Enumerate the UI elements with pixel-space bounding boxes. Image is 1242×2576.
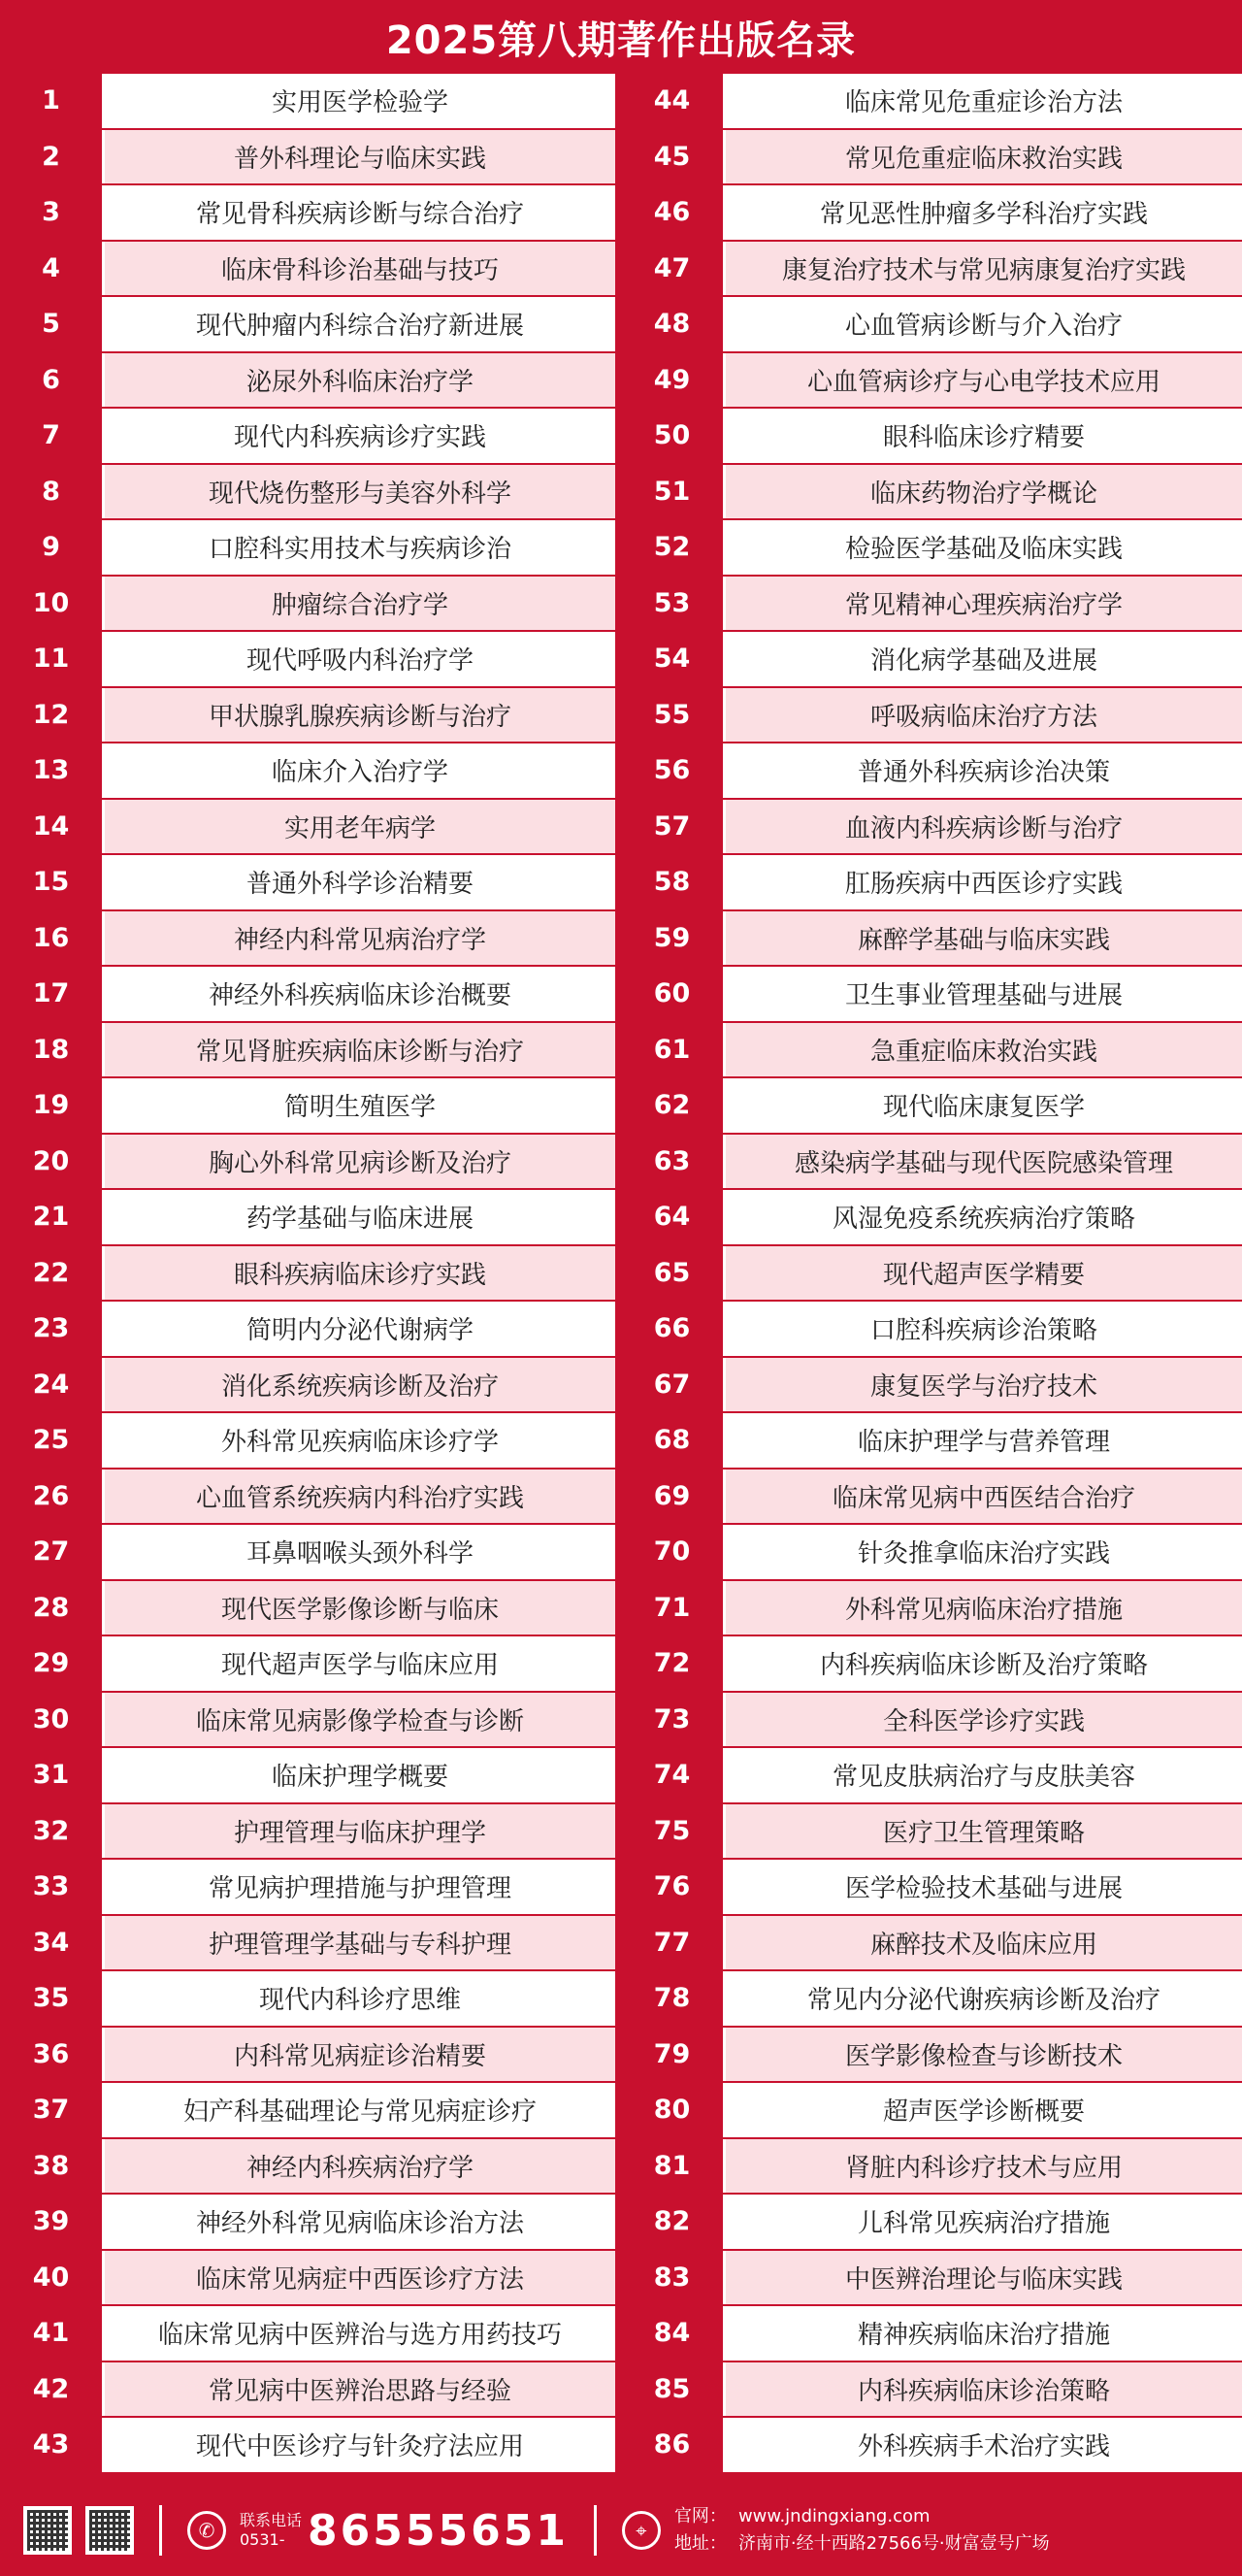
list-item (0, 297, 621, 351)
address-block (674, 2503, 1050, 2558)
list-item (621, 967, 1242, 1021)
item-number: 55 (621, 688, 726, 743)
list-item (0, 2251, 621, 2305)
item-number: 49 (621, 353, 726, 408)
list-item (621, 1636, 1242, 1691)
phone-block (187, 2506, 569, 2556)
list-item (0, 520, 621, 575)
list-item (621, 74, 1242, 128)
item-number: 47 (621, 242, 726, 296)
book-title: 护理管理与临床护理学 (105, 1804, 615, 1859)
book-title: 眼科疾病临床诊疗实践 (105, 1246, 615, 1301)
book-title: 现代超声医学与临床应用 (105, 1636, 615, 1691)
item-number: 78 (621, 1971, 726, 2026)
item-number: 79 (621, 2028, 726, 2082)
item-number: 76 (621, 1860, 726, 1914)
list-item (0, 1135, 621, 1189)
list-item (0, 632, 621, 686)
list-item (0, 2139, 621, 2194)
item-number: 43 (0, 2418, 105, 2472)
book-title: 医学影像检查与诊断技术 (726, 2028, 1242, 2082)
item-number: 83 (621, 2251, 726, 2305)
item-number: 6 (0, 353, 105, 408)
item-number: 29 (0, 1636, 105, 1691)
list-item (0, 1916, 621, 1970)
list-item (0, 2195, 621, 2249)
contact-labels (240, 2511, 302, 2550)
book-title: 消化系统疾病诊断及治疗 (105, 1358, 615, 1412)
item-number: 36 (0, 2028, 105, 2082)
item-number: 60 (621, 967, 726, 1021)
qr-code-icon (85, 2506, 134, 2555)
list-item (621, 465, 1242, 519)
item-number: 69 (621, 1470, 726, 1524)
item-number: 67 (621, 1358, 726, 1412)
list-item (0, 465, 621, 519)
item-number: 10 (0, 577, 105, 631)
list-item (0, 1470, 621, 1524)
book-title: 现代肿瘤内科综合治疗新进展 (105, 297, 615, 351)
item-number: 42 (0, 2362, 105, 2417)
list-item (621, 632, 1242, 686)
list-item (621, 409, 1242, 463)
item-number: 13 (0, 743, 105, 798)
item-number: 7 (0, 409, 105, 463)
item-number: 72 (621, 1636, 726, 1691)
book-title: 耳鼻咽喉头颈外科学 (105, 1525, 615, 1579)
divider (159, 2505, 162, 2556)
list-item (621, 1078, 1242, 1133)
book-title: 普通外科学诊治精要 (105, 855, 615, 909)
list-item (0, 1358, 621, 1412)
item-number: 39 (0, 2195, 105, 2249)
item-number: 3 (0, 185, 105, 240)
book-title: 常见骨科疾病诊断与综合治疗 (105, 185, 615, 240)
list-item (621, 911, 1242, 966)
list-item (621, 855, 1242, 909)
book-title: 感染病学基础与现代医院感染管理 (726, 1135, 1242, 1189)
item-number: 82 (621, 2195, 726, 2249)
list-item (0, 855, 621, 909)
book-title: 心血管病诊疗与心电学技术应用 (726, 353, 1242, 408)
list-item (621, 2195, 1242, 2249)
list-item (0, 1302, 621, 1356)
item-number: 48 (621, 297, 726, 351)
list-item (0, 1023, 621, 1077)
area-code: 0531- (240, 2530, 285, 2549)
book-title: 现代呼吸内科治疗学 (105, 632, 615, 686)
list-item (0, 1804, 621, 1859)
list-item (621, 297, 1242, 351)
list-item (621, 185, 1242, 240)
item-number: 64 (621, 1190, 726, 1244)
list-item (0, 911, 621, 966)
item-number: 46 (621, 185, 726, 240)
item-number: 27 (0, 1525, 105, 1579)
book-title: 普外科理论与临床实践 (105, 130, 615, 184)
book-title: 内科常见病症诊治精要 (105, 2028, 615, 2082)
item-number: 28 (0, 1581, 105, 1635)
list-item (621, 2418, 1242, 2472)
website-label: 官网： (673, 2506, 727, 2526)
list-item (0, 1636, 621, 1691)
list-item (0, 1693, 621, 1747)
catalog-grid (0, 74, 1242, 2474)
phone-label: 联系电话 (240, 2511, 303, 2529)
book-title: 现代医学影像诊断与临床 (105, 1581, 615, 1635)
item-number: 14 (0, 800, 105, 854)
list-item (0, 800, 621, 854)
book-title: 现代内科诊疗思维 (105, 1971, 615, 2026)
right-column (621, 74, 1242, 2474)
item-number: 50 (621, 409, 726, 463)
list-item (0, 688, 621, 743)
page-title: 2025第八期著作出版名录 (385, 17, 857, 63)
book-title: 现代临床康复医学 (726, 1078, 1242, 1133)
book-title: 现代中医诊疗与针灸疗法应用 (105, 2418, 615, 2472)
list-item (621, 688, 1242, 743)
item-number: 58 (621, 855, 726, 909)
item-number: 8 (0, 465, 105, 519)
list-item (0, 1246, 621, 1301)
list-item (0, 2418, 621, 2472)
item-number: 80 (621, 2083, 726, 2137)
book-title: 普通外科疾病诊治决策 (726, 743, 1242, 798)
list-item (621, 1246, 1242, 1301)
item-number: 51 (621, 465, 726, 519)
item-number: 56 (621, 743, 726, 798)
item-number: 30 (0, 1693, 105, 1747)
book-title: 妇产科基础理论与常见病症诊疗 (105, 2083, 615, 2137)
book-title: 风湿免疫系统疾病治疗策略 (726, 1190, 1242, 1244)
book-title: 泌尿外科临床治疗学 (105, 353, 615, 408)
book-title: 肿瘤综合治疗学 (105, 577, 615, 631)
book-title: 外科常见病临床治疗措施 (726, 1581, 1242, 1635)
list-item (621, 2139, 1242, 2194)
book-title: 实用医学检验学 (105, 74, 615, 128)
qr-code-icon (23, 2506, 72, 2555)
item-number: 9 (0, 520, 105, 575)
item-number: 68 (621, 1413, 726, 1468)
list-item (0, 2306, 621, 2361)
list-item (621, 2251, 1242, 2305)
book-title: 外科疾病手术治疗实践 (726, 2418, 1242, 2472)
item-number: 57 (621, 800, 726, 854)
item-number: 52 (621, 520, 726, 575)
book-title: 眼科临床诊疗精要 (726, 409, 1242, 463)
book-title: 常见皮肤病治疗与皮肤美容 (726, 1748, 1242, 1802)
item-number: 65 (621, 1246, 726, 1301)
list-item (621, 1190, 1242, 1244)
list-item (0, 1413, 621, 1468)
item-number: 19 (0, 1078, 105, 1133)
address-label: 地址： (673, 2533, 727, 2554)
book-title: 急重症临床救治实践 (726, 1023, 1242, 1077)
item-number: 5 (0, 297, 105, 351)
list-item (621, 1525, 1242, 1579)
item-number: 35 (0, 1971, 105, 2026)
book-title: 血液内科疾病诊断与治疗 (726, 800, 1242, 854)
list-item (621, 1023, 1242, 1077)
list-item (621, 577, 1242, 631)
list-item (0, 577, 621, 631)
item-number: 12 (0, 688, 105, 743)
list-item (0, 967, 621, 1021)
book-title: 现代超声医学精要 (726, 1246, 1242, 1301)
list-item (0, 353, 621, 408)
book-title: 口腔科实用技术与疾病诊治 (105, 520, 615, 575)
address-text: 济南市·经十西路27566号·财富壹号广场 (737, 2533, 1050, 2554)
book-title: 常见内分泌代谢疾病诊断及治疗 (726, 1971, 1242, 2026)
book-title: 全科医学诊疗实践 (726, 1693, 1242, 1747)
list-item (621, 130, 1242, 184)
item-number: 32 (0, 1804, 105, 1859)
book-title: 肛肠疾病中西医诊疗实践 (726, 855, 1242, 909)
item-number: 61 (621, 1023, 726, 1077)
book-title: 麻醉技术及临床应用 (726, 1916, 1242, 1970)
list-item (621, 1581, 1242, 1635)
book-title: 针灸推拿临床治疗实践 (726, 1525, 1242, 1579)
item-number: 21 (0, 1190, 105, 1244)
book-title: 内科疾病临床诊断及治疗策略 (726, 1636, 1242, 1691)
book-title: 肾脏内科诊疗技术与应用 (726, 2139, 1242, 2194)
list-item (0, 743, 621, 798)
book-title: 中医辨治理论与临床实践 (726, 2251, 1242, 2305)
book-title: 常见精神心理疾病治疗学 (726, 577, 1242, 631)
item-number: 23 (0, 1302, 105, 1356)
book-title: 心血管系统疾病内科治疗实践 (105, 1470, 615, 1524)
book-title: 常见肾脏疾病临床诊断与治疗 (105, 1023, 615, 1077)
item-number: 16 (0, 911, 105, 966)
book-title: 康复治疗技术与常见病康复治疗实践 (726, 242, 1242, 296)
item-number: 54 (621, 632, 726, 686)
item-number: 81 (621, 2139, 726, 2194)
list-item (621, 242, 1242, 296)
book-title: 康复医学与治疗技术 (726, 1358, 1242, 1412)
book-title: 常见恶性肿瘤多学科治疗实践 (726, 185, 1242, 240)
item-number: 24 (0, 1358, 105, 1412)
book-title: 临床常见病症中西医诊疗方法 (105, 2251, 615, 2305)
book-title: 外科常见疾病临床诊疗学 (105, 1413, 615, 1468)
item-number: 45 (621, 130, 726, 184)
list-item (0, 2028, 621, 2082)
item-number: 66 (621, 1302, 726, 1356)
book-title: 口腔科疾病诊治策略 (726, 1302, 1242, 1356)
phone-number[interactable]: 86555651 (308, 2505, 569, 2556)
book-title: 简明内分泌代谢病学 (105, 1302, 615, 1356)
item-number: 33 (0, 1860, 105, 1914)
item-number: 44 (621, 74, 726, 128)
item-number: 63 (621, 1135, 726, 1189)
location-icon: ⌖ (622, 2511, 661, 2550)
book-title: 神经内科疾病治疗学 (105, 2139, 615, 2194)
item-number: 73 (621, 1693, 726, 1747)
book-title: 医学检验技术基础与进展 (726, 1860, 1242, 1914)
item-number: 4 (0, 242, 105, 296)
website-link[interactable]: www.jndingxiang.com (737, 2506, 931, 2526)
book-title: 常见病护理措施与护理管理 (105, 1860, 615, 1914)
item-number: 84 (621, 2306, 726, 2361)
list-item (0, 1860, 621, 1914)
item-number: 18 (0, 1023, 105, 1077)
item-number: 71 (621, 1581, 726, 1635)
book-title: 临床介入治疗学 (105, 743, 615, 798)
book-title: 现代烧伤整形与美容外科学 (105, 465, 615, 519)
book-title: 内科疾病临床诊治策略 (726, 2362, 1242, 2417)
item-number: 41 (0, 2306, 105, 2361)
list-item (621, 1693, 1242, 1747)
phone-icon: ✆ (187, 2511, 226, 2550)
list-item (621, 2028, 1242, 2082)
list-item (621, 2362, 1242, 2417)
book-title: 检验医学基础及临床实践 (726, 520, 1242, 575)
item-number: 59 (621, 911, 726, 966)
item-number: 26 (0, 1470, 105, 1524)
book-title: 临床药物治疗学概论 (726, 465, 1242, 519)
item-number: 1 (0, 74, 105, 128)
item-number: 38 (0, 2139, 105, 2194)
book-title: 精神疾病临床治疗措施 (726, 2306, 1242, 2361)
item-number: 77 (621, 1916, 726, 1970)
list-item (0, 1525, 621, 1579)
item-number: 17 (0, 967, 105, 1021)
footer (0, 2485, 1242, 2576)
list-item (621, 1804, 1242, 1859)
book-title: 甲状腺乳腺疾病诊断与治疗 (105, 688, 615, 743)
item-number: 37 (0, 2083, 105, 2137)
list-item (621, 1413, 1242, 1468)
item-number: 86 (621, 2418, 726, 2472)
list-item (0, 2362, 621, 2417)
book-title: 临床常见危重症诊治方法 (726, 74, 1242, 128)
book-title: 临床骨科诊治基础与技巧 (105, 242, 615, 296)
item-number: 70 (621, 1525, 726, 1579)
book-title: 神经外科疾病临床诊治概要 (105, 967, 615, 1021)
list-item (621, 1135, 1242, 1189)
list-item (0, 1971, 621, 2026)
list-item (621, 1860, 1242, 1914)
book-title: 临床常见病中医辨治与选方用药技巧 (105, 2306, 615, 2361)
book-title: 临床常见病影像学检查与诊断 (105, 1693, 615, 1747)
list-item (0, 1748, 621, 1802)
list-item (621, 1971, 1242, 2026)
book-title: 呼吸病临床治疗方法 (726, 688, 1242, 743)
book-title: 神经内科常见病治疗学 (105, 911, 615, 966)
book-title: 神经外科常见病临床诊治方法 (105, 2195, 615, 2249)
list-item (0, 130, 621, 184)
book-title: 儿科常见疾病治疗措施 (726, 2195, 1242, 2249)
item-number: 11 (0, 632, 105, 686)
list-item (0, 2083, 621, 2137)
item-number: 40 (0, 2251, 105, 2305)
book-title: 麻醉学基础与临床实践 (726, 911, 1242, 966)
item-number: 34 (0, 1916, 105, 1970)
book-title: 实用老年病学 (105, 800, 615, 854)
item-number: 74 (621, 1748, 726, 1802)
book-title: 胸心外科常见病诊断及治疗 (105, 1135, 615, 1189)
book-title: 现代内科疾病诊疗实践 (105, 409, 615, 463)
item-number: 75 (621, 1804, 726, 1859)
list-item (0, 242, 621, 296)
list-item (621, 2306, 1242, 2361)
list-item (0, 74, 621, 128)
book-title: 临床护理学概要 (105, 1748, 615, 1802)
book-title: 超声医学诊断概要 (726, 2083, 1242, 2137)
list-item (0, 185, 621, 240)
list-item (621, 1470, 1242, 1524)
book-title: 护理管理学基础与专科护理 (105, 1916, 615, 1970)
item-number: 62 (621, 1078, 726, 1133)
book-title: 医疗卫生管理策略 (726, 1804, 1242, 1859)
book-title: 心血管病诊断与介入治疗 (726, 297, 1242, 351)
item-number: 85 (621, 2362, 726, 2417)
item-number: 15 (0, 855, 105, 909)
list-item (0, 1581, 621, 1635)
list-item (621, 2083, 1242, 2137)
list-item (0, 1078, 621, 1133)
item-number: 31 (0, 1748, 105, 1802)
list-item (621, 353, 1242, 408)
item-number: 22 (0, 1246, 105, 1301)
book-title: 常见病中医辨治思路与经验 (105, 2362, 615, 2417)
item-number: 20 (0, 1135, 105, 1189)
book-title: 临床常见病中西医结合治疗 (726, 1470, 1242, 1524)
book-title: 卫生事业管理基础与进展 (726, 967, 1242, 1021)
list-item (621, 1748, 1242, 1802)
book-title: 药学基础与临床进展 (105, 1190, 615, 1244)
book-title: 临床护理学与营养管理 (726, 1413, 1242, 1468)
book-title: 常见危重症临床救治实践 (726, 130, 1242, 184)
item-number: 2 (0, 130, 105, 184)
left-column (0, 74, 621, 2474)
list-item (621, 520, 1242, 575)
list-item (621, 743, 1242, 798)
list-item (621, 800, 1242, 854)
list-item (0, 409, 621, 463)
book-title: 简明生殖医学 (105, 1078, 615, 1133)
book-title: 消化病学基础及进展 (726, 632, 1242, 686)
divider (594, 2505, 597, 2556)
list-item (621, 1358, 1242, 1412)
item-number: 25 (0, 1413, 105, 1468)
list-item (621, 1302, 1242, 1356)
list-item (0, 1190, 621, 1244)
list-item (621, 1916, 1242, 1970)
item-number: 53 (621, 577, 726, 631)
